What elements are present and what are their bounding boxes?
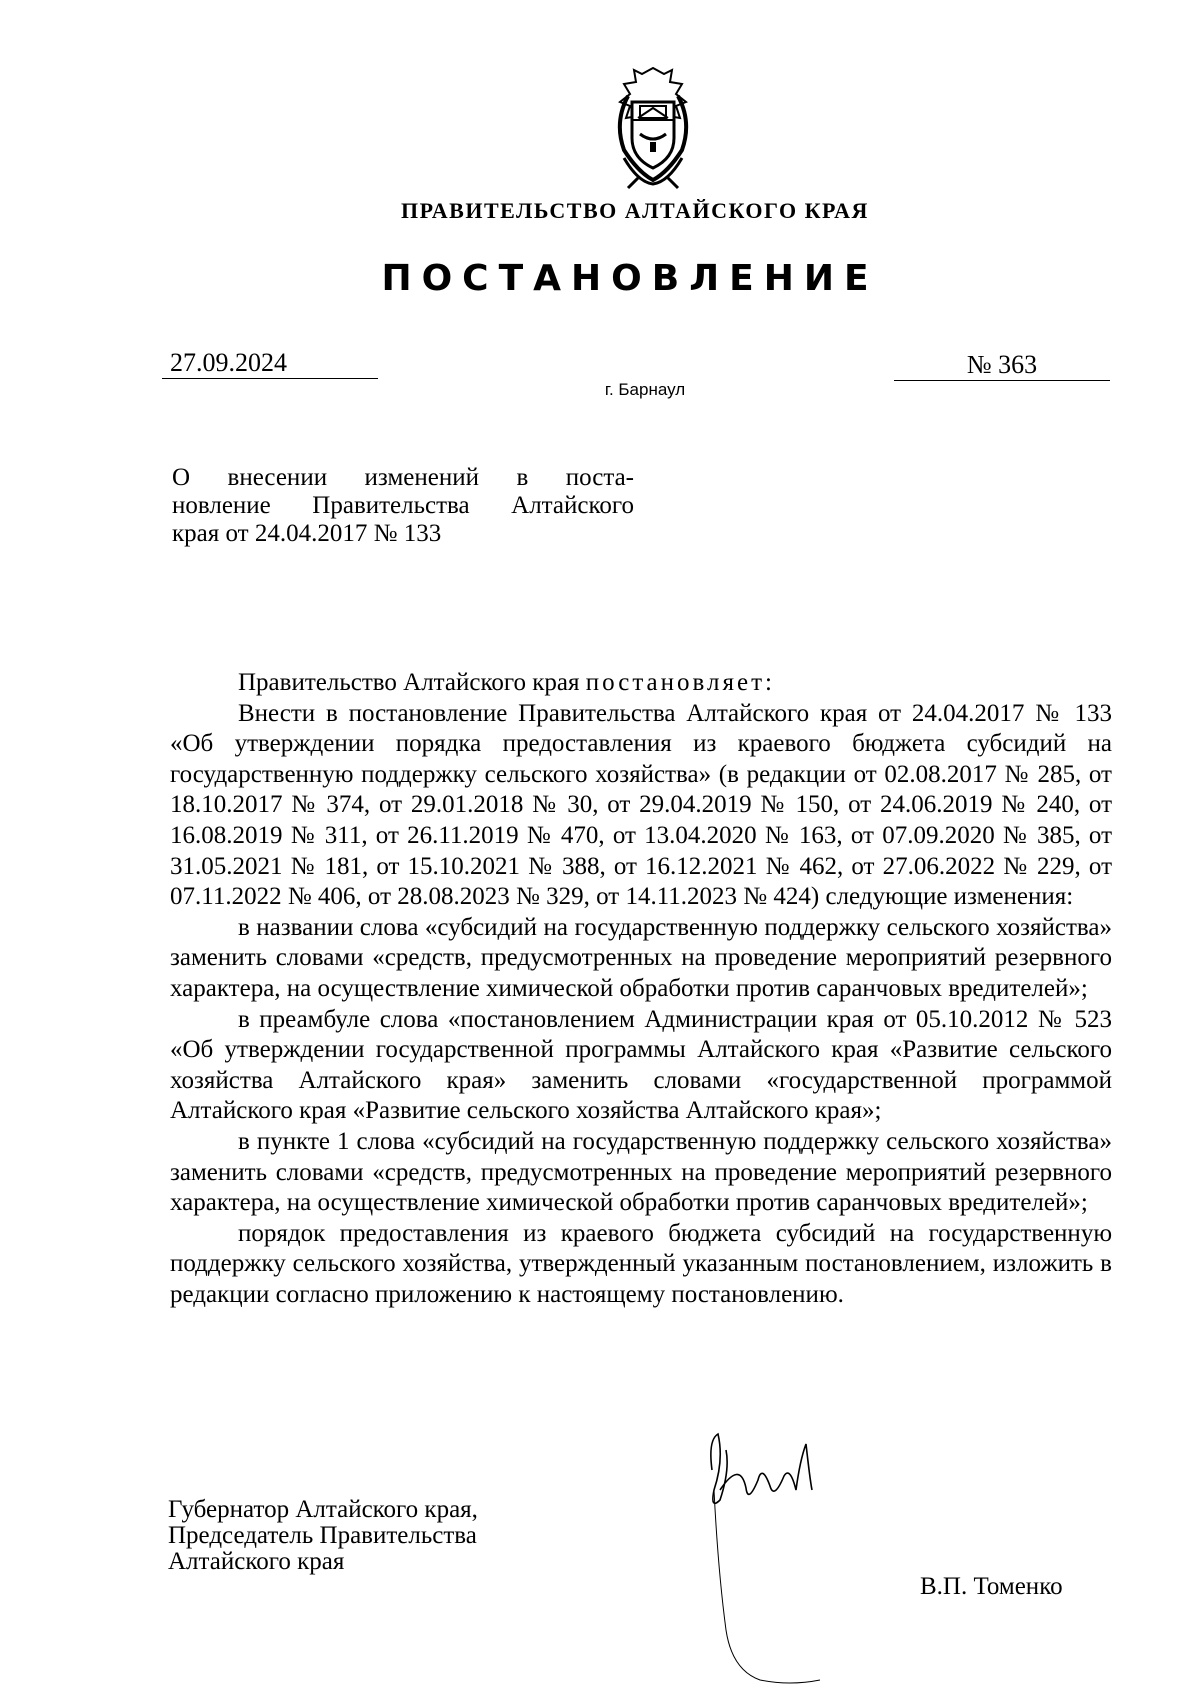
intro-colon: :: [765, 669, 772, 696]
body-paragraph: порядок предоставления из краевого бюджета субсидий на государственную поддержку сельского хозяйства, утвержденный указанным постановлением, изложить в редакции согласно приложению к настоящему постановлению.: [170, 1219, 1112, 1308]
signatory-title-line: Председатель Правительства: [168, 1522, 477, 1549]
intro-paragraph: [170, 668, 1112, 699]
document-subject: [172, 464, 634, 548]
body-paragraph: в названии слова «субсидий на государственную поддержку сельского хозяйства» заменить словами «средств, предусмотренных на проведение мероприятий резервного характера, на осуществление химической обработки против саранчовых вредителей»;: [170, 913, 1112, 1002]
subject-line: новление Правительства Алтайского: [172, 492, 634, 519]
body-paragraph: в преамбуле слова «постановлением Администрации края от 05.10.2012 № 523 «Об утверждении государственной программы Алтайского края «Развитие сельского хозяйства Алтайского края» заменить словами «государственной программой Алтайского края «Развитие сельского хозяйства Алтайского края»;: [170, 1005, 1112, 1125]
intro-text: Правительство Алтайского края: [238, 669, 586, 696]
document-body: [170, 668, 1112, 1310]
intro-verb: постановляет: [585, 669, 765, 696]
organization-title: ПРАВИТЕЛЬСТВО АЛТАЙСКОГО КРАЯ: [401, 198, 869, 223]
signatory-title-line: Алтайского края: [168, 1548, 345, 1575]
signatory-title-line: Губернатор Алтайского края,: [168, 1496, 478, 1523]
document-date: 27.09.2024: [162, 348, 378, 379]
document-city: г. Барнаул: [604, 380, 686, 399]
handwritten-signature: [700, 1430, 850, 1690]
document-type-heading: ПОСТАНОВЛЕНИЕ: [381, 258, 879, 299]
body-paragraph: Внести в постановление Правительства Алтайского края от 24.04.2017 № 133 «Об утверждении порядка предоставления из краевого бюджета субсидий на государственную поддержку сельского хозяйства» (в редакции от 02.08.2017 № 285, от 18.10.2017 № 374, от 29.01.2018 № 30, от 29.04.2019 № 150, от 24.06.2019 № 240, от 16.08.2019 № 311, от 26.11.2019 № 470, от 13.04.2020 № 163, от 07.09.2020 № 385, от 31.05.2021 № 181, от 15.10.2021 № 388, от 16.12.2021 № 462, от 27.06.2022 № 229, от 07.11.2022 № 406, от 28.08.2023 № 329, от 14.11.2023 № 424) следующие изменения:: [170, 699, 1112, 911]
body-paragraph: в пункте 1 слова «субсидий на государственную поддержку сельского хозяйства» заменить словами «средств, предусмотренных на проведение мероприятий резервного характера, на осуществление химической обработки против саранчовых вредителей»;: [170, 1127, 1112, 1217]
subject-line: края от 24.04.2017 № 133: [172, 520, 442, 547]
document-number: № 363: [894, 350, 1110, 381]
signatory-name: В.П. Томенко: [920, 1573, 1063, 1600]
signatory-title: [168, 1497, 478, 1575]
subject-line: О внесении изменений в поста-: [172, 464, 634, 491]
coat-of-arms-icon: [594, 62, 712, 190]
